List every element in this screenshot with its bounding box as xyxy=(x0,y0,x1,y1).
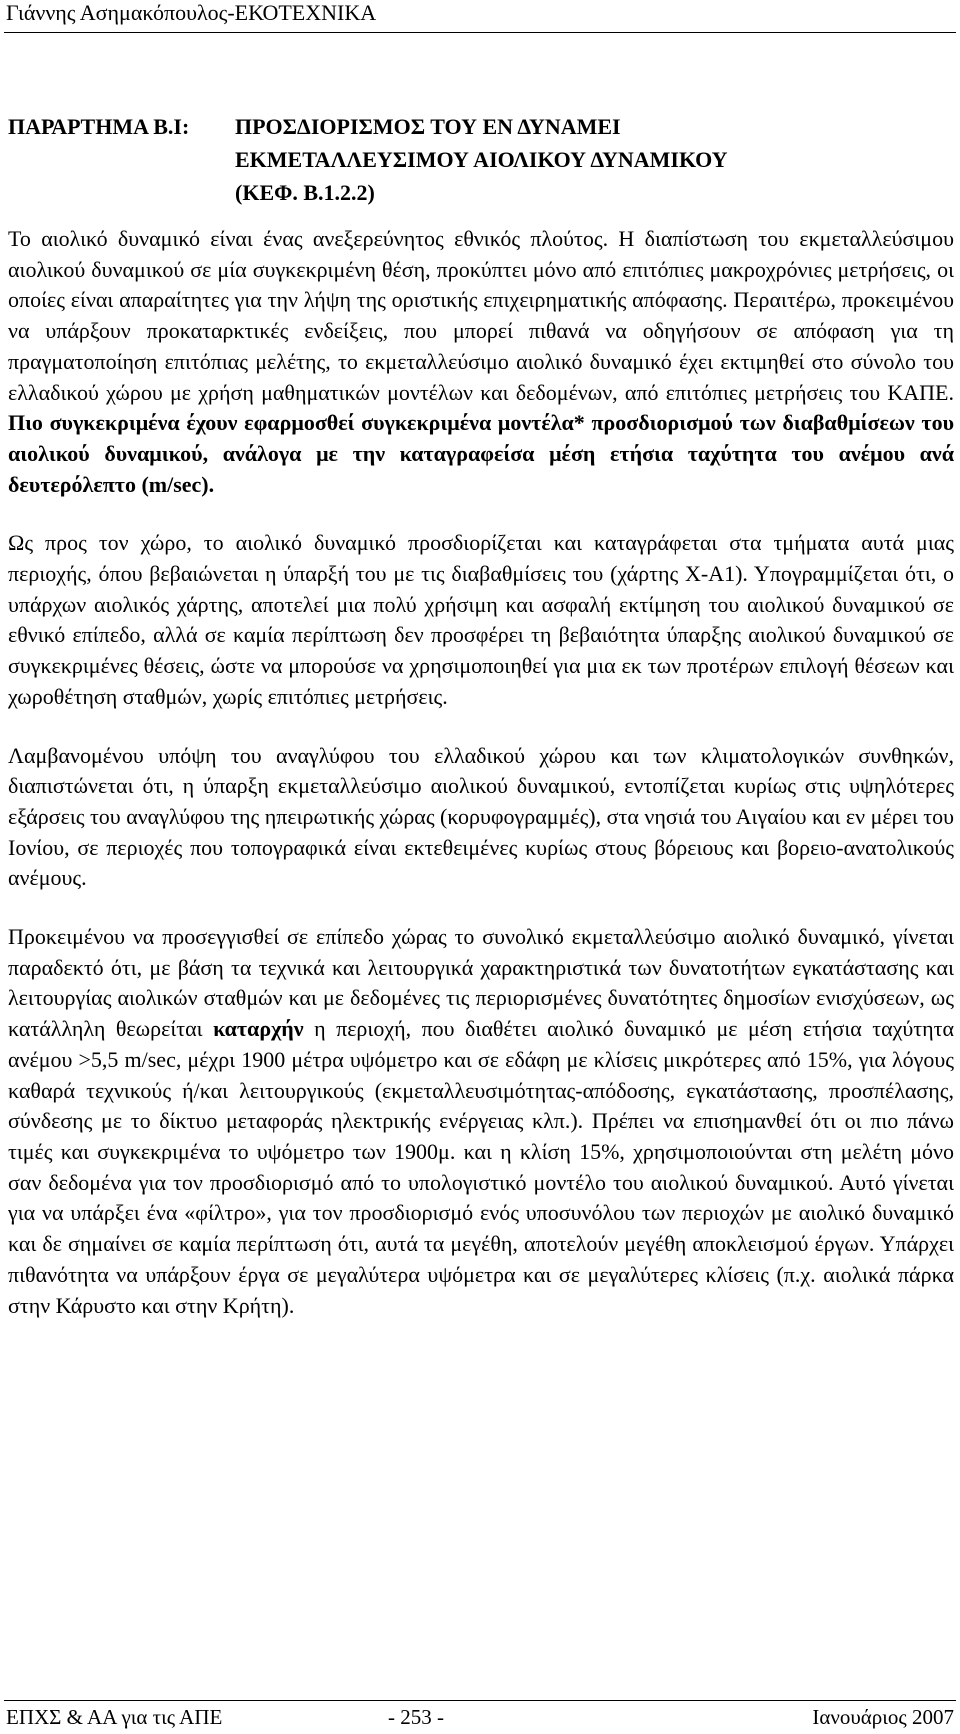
footer-doc-title: ΕΠΧΣ & ΑΑ για τις ΑΠΕ xyxy=(6,1705,223,1729)
appendix-title xyxy=(235,110,935,209)
paragraph-4-after: η περιοχή, που διαθέτει αιολικό δυναμικό με μέση ετήσια ταχύτητα ανέμου >5,5 m/sec, μέχρι 1900 μέτρα υψόμετρο και σε εδάφη με κλίσεις μικρότερες από 15%, για λόγους καθαρά τεχνικούς ή/και λειτουργικούς (εκμεταλλευσιμότητας-απόδοσης, εγκατάστασης, προσπέλασης, σύνδεσης με το δίκτυο μεταφοράς ηλεκτρικής ενέργειας κλπ.). Πρέπει να επισημανθεί ότι οι πιο πάνω τιμές και συγκεκριμένα το υψόμετρο των 1900μ. και η κλίση 15%, χρησιμοποιούνται στη μελέτη μόνο σαν δεδομένα για τον προσδιορισμό από το υπολογιστικό μοντέλο του αιολικού δυναμικού. Αυτό γίνεται για να υπάρξει ένα «φίλτρο», για τον προσδιορισμό ενός υποσυνόλου των περιοχών με αιολικό δυναμικό και δε σημαίνει σε καμία περίπτωση ότι, αυτά τα μεγέθη, αποτελούν μεγέθη αποκλεισμού έργων. Υπάρχει πιθανότητα να υπάρξουν έργα σε μεγαλύτερα υψόμετρα και σε μεγαλύτερες κλίσεις (π.χ. αιολικά πάρκα στην Κάρυστο και στην Κρήτη). xyxy=(8,1016,955,1318)
paragraph-4-before: Προκειμένου να προσεγγισθεί σε επίπεδο χώρας το συνολικό εκμεταλλεύσιμο αιολικό δυναμικό, γίνεται παραδεκτό ότι, με βάση τα τεχνικά και λειτουργικά χαρακτηριστικά των δυνατοτήτων εγκατάστασης και λειτουργίας αιολικών σταθμών και με δεδομένες τις περιορισμένες δυνατότητες δημοσίων ενισχύσεων, ως κατάλληλη θεωρείται xyxy=(8,924,954,1042)
appendix-title-line-2: ΕΚΜΕΤΑΛΛΕΥΣΙΜΟΥ ΑΙΟΛΙΚΟΥ ΔΥΝΑΜΙΚΟΥ xyxy=(235,147,728,172)
appendix-label: ΠΑΡΑΡΤΗΜΑ Β.Ι: xyxy=(8,114,190,139)
paragraph-3: Λαμβανομένου υπόψη του αναγλύφου του ελλαδικού χώρου και των κλιματολογικών συνθηκών, διαπιστώνεται ότι, η ύπαρξη εκμεταλλεύσιμο αιολικού δυναμικού, εντοπίζεται κυρίως στις υψηλότερες εξάρσεις του αναγλύφου της ηπειρωτικής χώρας (κορυφογραμμές), στα νησιά του Αιγαίου και εν μέρει του Ιονίου, σε περιοχές που τοπογραφικά είναι εκτεθειμένες κυρίως στους βόρειους και βορειο-ανατολικούς ανέμους. xyxy=(8,742,954,891)
paragraph-2: Ως προς τον χώρο, το αιολικό δυναμικό προσδιορίζεται και καταγράφεται στα τμήματα αυτά μιας περιοχής, όπου βεβαιώνεται η ύπαρξή του με τις διαβαθμίσεις του (χάρτης Χ-Α1). Υπογραμμίζεται ότι, ο υπάρχων αιολικός χάρτης, αποτελεί μια πολύ χρήσιμη και ασφαλή εκτίμηση του αιολικού δυναμικού σε εθνικό επίπεδο, αλλά σε καμία περίπτωση δεν προσφέρει τη βεβαιότητα ύπαρξης αιολικού δυναμικού σε συγκεκριμένες θέσεις, ώστε να μπορούσε να χρησιμοποιηθεί για μια εκ των προτέρων επιλογή θέσεων και χωροθέτηση σταθμών, χωρίς επιτόπιες μετρήσεις. xyxy=(8,530,954,709)
paragraph-1-text: Το αιολικό δυναμικό είναι ένας ανεξερεύνητος εθνικός πλούτος. Η διαπίστωση του εκμεταλλεύσιμου αιολικού δυναμικού σε μία συγκεκριμένη θέση, προκύπτει μόνο από επιτόπιες μακροχρόνιες μετρήσεις, οι οποίες είναι απαραίτητες για την λήψη της οριστικής επιχειρηματικής απόφασης. Περαιτέρω, προκειμένου να υπάρξουν προκαταρκτικές ενδείξεις, που μπορεί πιθανά να οδηγήσουν σε απόφαση για τη πραγματοποίηση επιτόπιας μελέτης, το εκμεταλλεύσιμο αιολικό δυναμικό έχει εκτιμηθεί στο σύνολο του ελλαδικού χώρου με χρήση μαθηματικών μοντέλων και δεδομένων, από επιτόπιες μετρήσεις του ΚΑΠΕ. xyxy=(8,226,954,405)
paragraph-1 xyxy=(8,224,954,500)
paragraph-4 xyxy=(8,922,954,1321)
appendix-title-line-1: ΠΡΟΣΔΙΟΡΙΣΜΟΣ ΤΟΥ ΕΝ ΔΥΝΑΜΕΙ xyxy=(235,114,621,139)
running-header: Γιάννης Ασημακόπουλος-ΕΚΟΤΕΧΝΙΚΑ xyxy=(6,0,377,25)
header-divider xyxy=(4,32,956,33)
footer-date: Ιανουάριος 2007 xyxy=(812,1705,954,1729)
footer-divider xyxy=(4,1700,956,1701)
body-text xyxy=(8,224,954,1349)
page-number: - 253 - xyxy=(388,1705,444,1729)
appendix-title-line-3: (ΚΕΦ. Β.1.2.2) xyxy=(235,180,375,205)
paragraph-1-bold: Πιο συγκεκριμένα έχουν εφαρμοσθεί συγκεκριμένα μοντέλα* προσδιορισμού των διαβαθμίσεων του αιολικού δυναμικού, ανάλογα με την καταγραφείσα μέση ετήσια ταχύτητα του ανέμου ανά δευτερόλεπτο (m/sec). xyxy=(8,410,954,497)
paragraph-4-bold: καταρχήν xyxy=(213,1016,304,1042)
